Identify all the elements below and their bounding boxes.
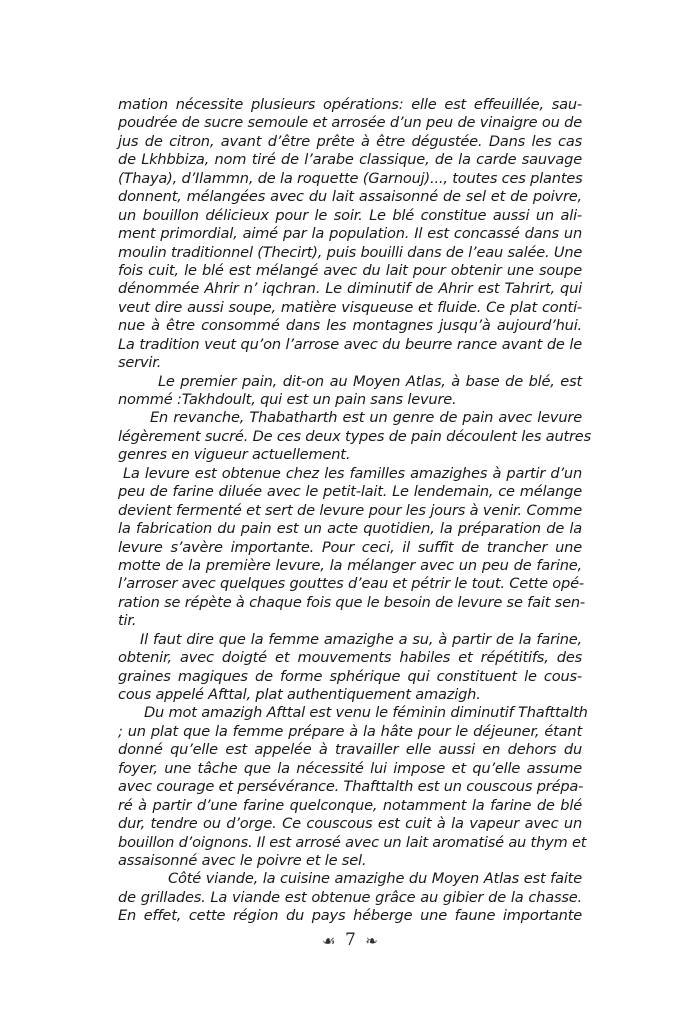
text-line: ; un plat que la femme prépare à la hâte pour le déjeuner, étant [118, 722, 582, 740]
left-flourish-icon: ☙ [322, 931, 336, 950]
text-line: ment primordial, aimé par la population. Il est concassé dans un [118, 225, 582, 243]
page-number: 7 [345, 930, 356, 950]
right-flourish-icon: ❧ [365, 931, 378, 950]
text-line: bouillon d’oignons. Il est arrosé avec un lait aromatisé au thym et [118, 833, 587, 851]
text-line: ré à partir d’une farine quelconque, notamment la farine de blé [118, 796, 582, 814]
text-line: dur, tendre ou d’orge. Ce couscous est cuit à la vapeur avec un [118, 815, 582, 833]
text-line: fois cuit, le blé est mélangé avec du lait pour obtenir une soupe [118, 261, 582, 279]
text-line: veut dire aussi soupe, matière visqueuse et fluide. Ce plat conti- [118, 298, 582, 316]
text-line: Du mot amazigh Afttal est venu le féminin diminutif Thafttalth [144, 704, 588, 722]
text-line: légèrement sucré. De ces deux types de pain découlent les autres [118, 427, 591, 445]
text-line: motte de la première levure, la mélanger avec un peu de farine, [118, 556, 582, 574]
text-line: assaisonné avec le poivre et le sel. [118, 851, 367, 869]
text-line: La levure est obtenue chez les familles amazighes à partir d’un [123, 464, 582, 482]
text-line: foyer, une tâche que la nécessité lui impose et qu’elle assume [118, 759, 582, 777]
text-line: de grillades. La viande est obtenue grâce au gibier de la chasse. [118, 888, 582, 906]
body-text [118, 96, 591, 926]
text-line: tir. [118, 612, 137, 630]
text-line: ration se répète à chaque fois que le besoin de levure se fait sen- [118, 593, 585, 611]
text-line: En revanche, Thabatharth est un genre de pain avec levure [150, 409, 582, 427]
text-line: mation nécessite plusieurs opérations: elle est effeuillée, sau- [118, 96, 582, 113]
text-line: dénommée Ahrir n’ iqchran. Le diminutif de Ahrir est Tahrirt, qui [118, 280, 582, 298]
text-line: servir. [118, 354, 162, 372]
text-line: cous appelé Afttal, plat authentiquement amazigh. [118, 686, 481, 703]
text-line: donnent, mélangées avec du lait assaisonné de sel et de poivre, [118, 188, 582, 206]
text-line: genres en vigueur actuellement. [118, 446, 351, 464]
text-line: La tradition veut qu’on l’arrose avec du beurre rance avant de le [118, 335, 582, 353]
text-line: avec courage et persévérance. Thafttalth est un couscous prépa- [118, 778, 584, 796]
text-line: nommé :Takhdoult, qui est un pain sans levure. [118, 391, 457, 408]
text-line: graines magiques de forme sphérique qui constituent le cous- [118, 667, 582, 685]
text-line: Le premier pain, dit-on au Moyen Atlas, à base de blé, est [158, 372, 582, 390]
text-line: la fabrication du pain est un acte quotidien, la préparation de la [118, 520, 582, 538]
text-line: En effet, cette région du pays héberge une faune importante [118, 907, 582, 925]
text-line: Côté viande, la cuisine amazighe du Moyen Atlas est faite [168, 870, 582, 888]
text-line: (Thaya), d’Ilammn, de la roquette (Garnouj)..., toutes ces plantes [118, 169, 583, 187]
text-line: obtenir, avec doigté et mouvements habiles et répétitifs, des [118, 649, 582, 667]
text-line: levure s’avère importante. Pour ceci, il suffit de trancher une [118, 538, 582, 556]
text-line: poudrée de sucre semoule et arrosée d’un peu de vinaigre ou de [118, 114, 582, 132]
text-line: Il faut dire que la femme amazighe a su, à partir de la farine, [140, 630, 582, 648]
page-footer [0, 930, 700, 950]
text-line: devient fermenté et sert de levure pour les jours à venir. Comme [118, 501, 582, 519]
text-line: de Lkhbbiza, nom tiré de l’arabe classique, de la carde sauvage [118, 151, 582, 169]
text-line: donné qu’elle est appelée à travailler elle aussi en dehors du [118, 741, 582, 759]
text-line: peu de farine diluée avec le petit-lait. Le lendemain, ce mélange [118, 483, 582, 501]
text-line: nue à être consommé dans les montagnes jusqu’à aujourd’hui. [118, 317, 582, 335]
text-line: un bouillon délicieux pour le soir. Le blé constitue aussi un ali- [118, 206, 582, 224]
text-line: l’arroser avec quelques gouttes d’eau et pétrir le tout. Cette opé- [118, 575, 584, 593]
text-line: moulin traditionnel (Thecirt), puis bouilli dans de l’eau salée. Une [118, 243, 583, 261]
text-line: jus de citron, avant d’être prête à être dégustée. Dans les cas [118, 132, 582, 150]
